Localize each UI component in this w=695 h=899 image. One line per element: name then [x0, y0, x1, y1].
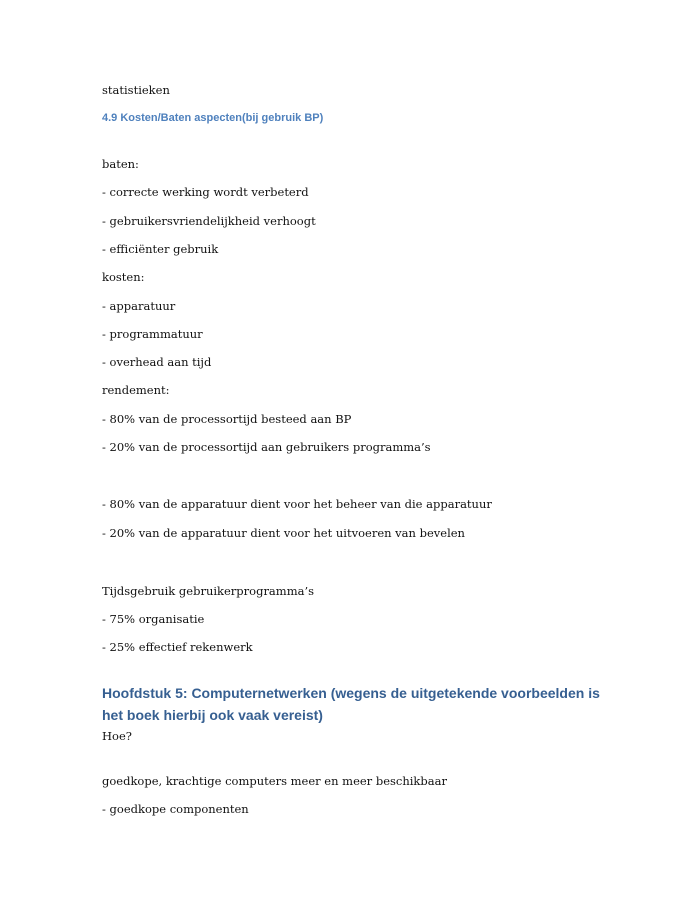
list-item: - 25% effectief rekenwerk	[102, 640, 253, 654]
list-item: - goedkope componenten	[102, 802, 249, 816]
list-item: - programmatuur	[102, 327, 203, 341]
list-item: - correcte werking wordt verbeterd	[102, 185, 309, 199]
text-line: baten:	[102, 157, 139, 171]
text-line: kosten:	[102, 270, 145, 284]
list-item: - 20% van de processortijd aan gebruikers programma’s	[102, 440, 431, 454]
list-item: - gebruikersvriendelijkheid verhoogt	[102, 214, 316, 228]
list-item: - overhead aan tijd	[102, 355, 212, 369]
chapter-heading: Hoofdstuk 5: Computernetwerken (wegens de uitgetekende voorbeelden is het boek hierbij ook vaak vereist)	[102, 685, 600, 723]
section-heading: 4.9 Kosten/Baten aspecten(bij gebruik BP)	[102, 112, 324, 124]
list-item: - 80% van de apparatuur dient voor het beheer van die apparatuur	[102, 497, 492, 511]
list-item: - efficiënter gebruik	[102, 242, 219, 256]
text-line: Hoe?	[102, 729, 132, 743]
list-item: - apparatuur	[102, 299, 176, 313]
text-line: Tijdsgebruik gebruikerprogramma’s	[102, 584, 315, 598]
list-item: - 75% organisatie	[102, 612, 205, 626]
list-item: - 20% van de apparatuur dient voor het uitvoeren van bevelen	[102, 526, 465, 540]
text-line: goedkope, krachtige computers meer en meer beschikbaar	[102, 774, 447, 788]
list-item: - 80% van de processortijd besteed aan BP	[102, 412, 352, 426]
text-line: rendement:	[102, 383, 170, 397]
text-line: statistieken	[102, 83, 170, 97]
